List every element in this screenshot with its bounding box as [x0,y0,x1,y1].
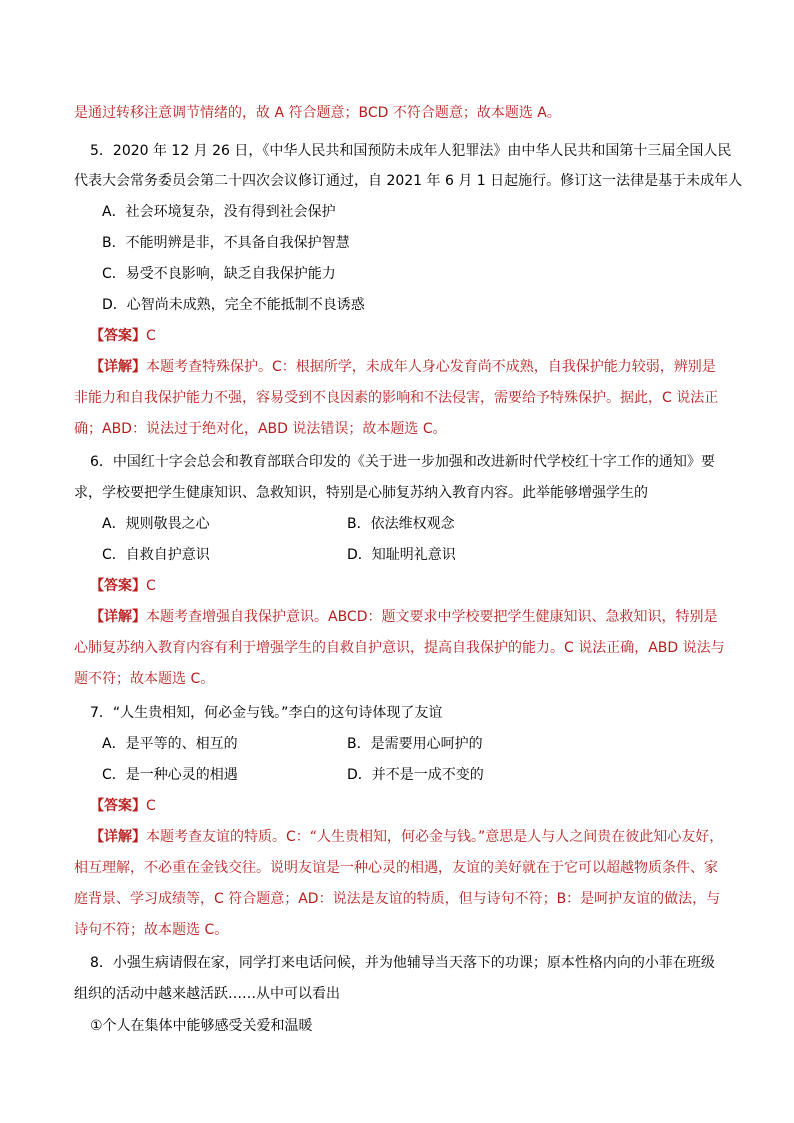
q7-option-d: D．并不是一成不变的 [347,767,484,783]
q5-stem-line-2: 代表大会常务委员会第二十四次会议修订通过，自 2021 年 6 月 1 日起施行。修订这一法律是基于未成年人 [74,173,743,189]
q7-option-b: B．是需要用心呵护的 [347,736,483,752]
q5-stem-line-1: 5．2020 年 12 月 26 日，《中华人民共和国预防未成年人犯罪法》由中华人民共和国第十三届全国人民 [90,143,732,159]
q6-option-c: C．自救自护意识 [102,547,210,563]
q6-explanation-line-3: 题不符；故本题选 C。 [74,671,215,687]
q6-option-d: D．知耻明礼意识 [347,547,456,563]
q6-option-b: B．依法维权观念 [347,516,455,532]
q6-answer-value: C [146,578,156,594]
q6-stem-line-1: 6．中国红十字会总会和教育部联合印发的《关于进一步加强和改进新时代学校红十字工作的通知》要 [90,454,715,470]
q8-stem-line-2: 组织的活动中越来越活跃……从中可以看出 [74,986,340,1002]
q6-answer-tag: 【答案】 [90,578,146,594]
q5-answer-value: C [146,328,156,344]
q7-stem-line-1: 7．“人生贵相知，何必金与钱。”李白的这句诗体现了友谊 [90,705,443,721]
q5-explanation-text-1: 本题考查特殊保护。C：根据所学，未成年人身心发育尚不成熟，自我保护能力较弱，辨别是 [146,359,716,375]
q8-item-1: ①个人在集体中能够感受关爱和温暖 [90,1018,313,1034]
q7-explanation-line-2: 相互理解，不必重在金钱交往。说明友谊是一种心灵的相遇，友谊的美好就在于它可以超越物质条件、家 [74,860,718,876]
q6-explanation-line-1 [90,608,718,626]
q7-option-c: C．是一种心灵的相遇 [102,767,238,783]
q5-option-b: B．不能明辨是非，不具备自我保护智慧 [102,235,350,251]
q7-explanation-line-3: 庭背景、学习成绩等，C 符合题意；AD：说法是友谊的特质，但与诗句不符；B：是呵护友谊的做法，与 [74,891,721,907]
q8-stem-line-1: 8．小强生病请假在家，同学打来电话问候，并为他辅导当天落下的功课；原本性格内向的小菲在班级 [90,955,715,971]
q5-option-a: A．社会环境复杂，没有得到社会保护 [102,204,336,220]
q5-explanation-line-2: 非能力和自我保护能力不强，容易受到不良因素的影响和不法侵害，需要给予特殊保护。据此，C 说法正 [74,390,719,406]
q5-explanation-line-1 [90,358,716,376]
q7-answer [90,797,156,815]
q7-explanation-text-1: 本题考查友谊的特质。C：“人生贵相知，何必金与钱。”意思是人与人之间贵在彼此知心友好， [146,829,724,845]
q6-explanation-tag: 【详解】 [90,609,146,625]
q5-explanation-tag: 【详解】 [90,359,146,375]
q7-explanation-tag: 【详解】 [90,829,146,845]
q4-explanation-last-line: 是通过转移注意调节情绪的，故 A 符合题意；BCD 不符合题意；故本题选 A。 [74,105,561,121]
q7-explanation-line-1 [90,828,723,846]
q7-answer-value: C [146,798,156,814]
q5-answer-tag: 【答案】 [90,328,146,344]
q7-explanation-line-4: 诗句不符；故本题选 C。 [74,922,229,938]
q5-option-d: D．心智尚未成熟，完全不能抵制不良诱惑 [102,297,365,313]
q6-stem-line-2: 求，学校要把学生健康知识、急救知识，特别是心肺复苏纳入教育内容。此举能够增强学生的 [74,485,648,501]
q6-explanation-line-2: 心肺复苏纳入教育内容有利于增强学生的自救自护意识，提高自我保护的能力。C 说法正确，ABD 说法与 [74,640,725,656]
q6-option-a: A．规则敬畏之心 [102,516,210,532]
q6-explanation-text-1: 本题考查增强自我保护意识。ABCD：题文要求中学校要把学生健康知识、急救知识，特别是 [146,609,718,625]
q5-option-c: C．易受不良影响，缺乏自我保护能力 [102,266,336,282]
q5-answer [90,327,156,345]
q6-answer [90,577,156,595]
q5-explanation-line-3: 确；ABD：说法过于绝对化，ABD 说法错误；故本题选 C。 [74,421,447,437]
q7-option-a: A．是平等的、相互的 [102,736,238,752]
q7-answer-tag: 【答案】 [90,798,146,814]
